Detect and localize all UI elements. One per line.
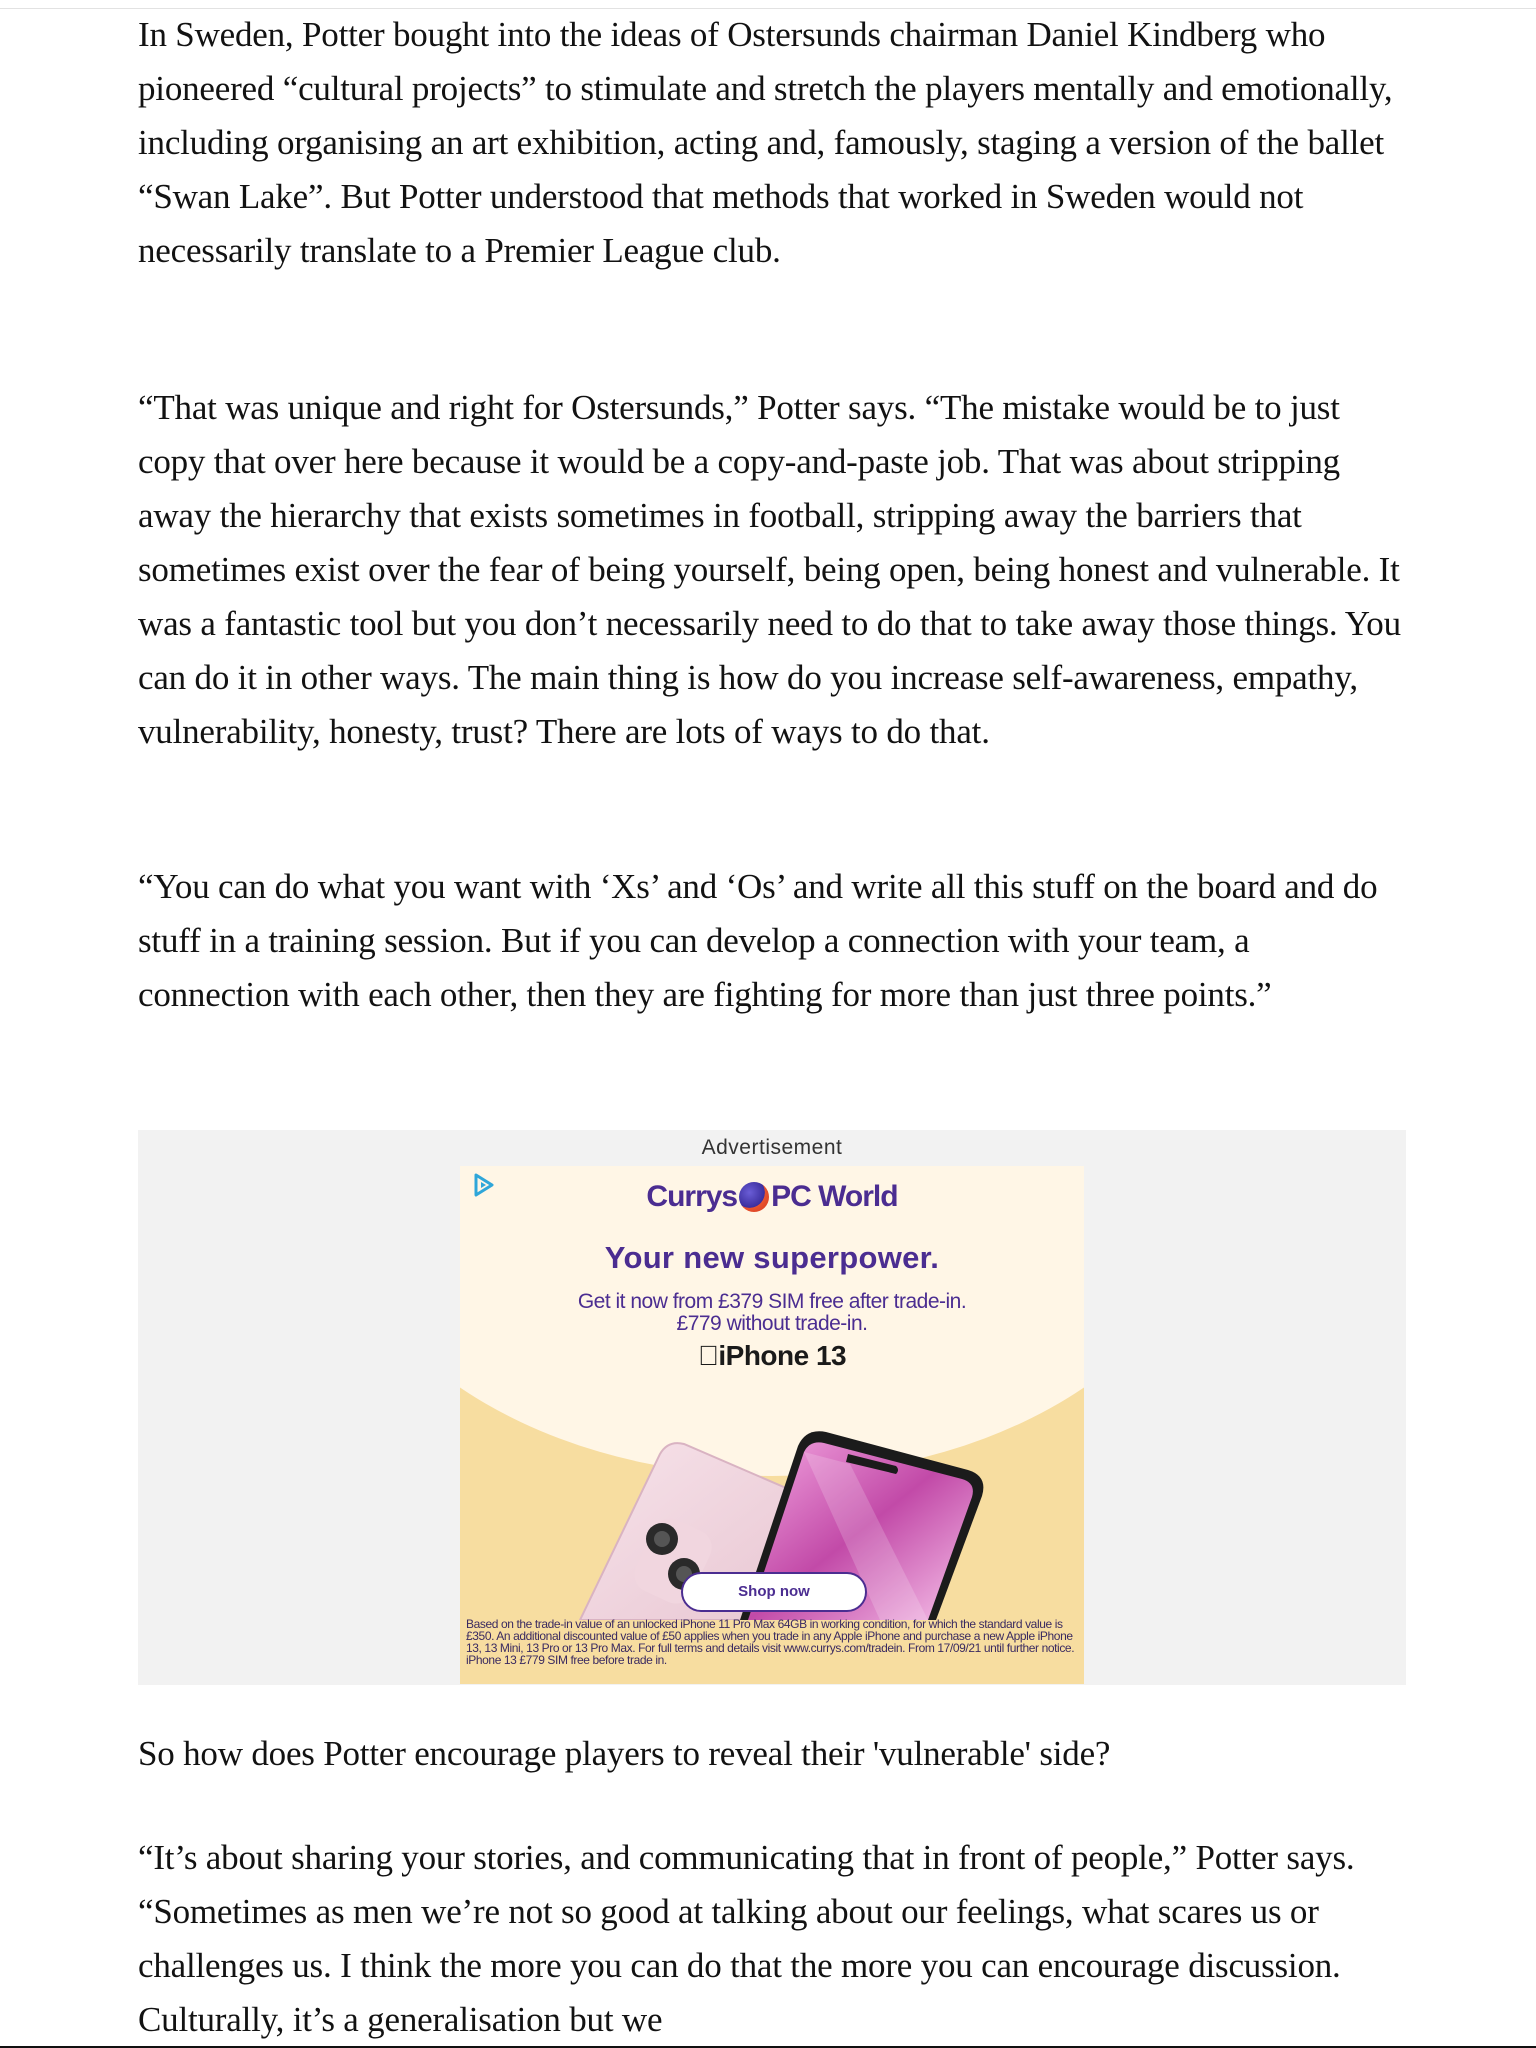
ad-headline: Your new superpower. bbox=[604, 1240, 940, 1275]
article-paragraph: In Sweden, Potter bought into the ideas of Ostersunds chairman Daniel Kindberg who pioneered “cultural projects” to stimulate and stretch the players mentally and emotionally, including organising an art exhibition, acting and, famously, staging a version of the ballet “Swan Lake”. But Potter understood that methods that worked in Sweden would not necessarily translate to a Premier League club. bbox=[138, 15, 1393, 270]
brand-ball-icon bbox=[739, 1182, 769, 1212]
ad-fine-print: Based on the trade-in value of an unlocked iPhone 11 Pro Max 64GB in working condition, for which the standard value is £350. An additional discounted value of £50 applies when you trade in any Apple iPhone and purchase a new Apple iPhone 13, 13 Mini, 13 Pro or 13 Pro Max. For full terms and details visit www.currys.com/tradein. From 17/09/21 until further notice. iPhone 13 £779 SIM free before trade in. bbox=[466, 1617, 1075, 1667]
article-paragraph: So how does Potter encourage players to reveal their 'vulnerable' side? bbox=[138, 1734, 1111, 1773]
brand-pcworld: PC World bbox=[771, 1180, 898, 1213]
advertisement-container bbox=[138, 1130, 1406, 1685]
ad-subline: £779 without trade-in. bbox=[676, 1312, 868, 1335]
article-paragraph: “That was unique and right for Ostersunds,” Potter says. “The mistake would be to just copy that over here because it would be a copy-and-paste job. That was about stripping away the hierarchy that exists sometimes in football, stripping away the barriers that sometimes exist over the fear of being yourself, being open, being honest and vulnerable. It was a fantastic tool but you don’t necessarily need to do that to take away those things. You can do it in other ways. The main thing is how do you increase self-awareness, empathy, vulnerability, honesty, trust? There are lots of ways to do that. bbox=[138, 388, 1401, 751]
ad-brand-logo bbox=[460, 1180, 1084, 1214]
shop-now-button[interactable]: Shop now bbox=[681, 1572, 867, 1612]
ad-banner[interactable] bbox=[460, 1166, 1084, 1684]
article-paragraph: “You can do what you want with ‘Xs’ and ‘Os’ and write all this stuff on the board and do stuff in a training session. But if you can develop a connection with your team, a connection with each other, then they are fighting for more than just three points.” bbox=[138, 867, 1378, 1014]
advertisement-label: Advertisement bbox=[701, 1136, 843, 1159]
ad-product-name bbox=[460, 1340, 1084, 1372]
product-label: iPhone 13 bbox=[708, 1340, 836, 1371]
article-paragraph: “It’s about sharing your stories, and communicating that in front of people,” Potter says. “Sometimes as men we’re not so good at talking about our feelings, what scares us or challenges us. I think the more you can do that the more you can encourage discussion. Culturally, it’s a generalisation but we bbox=[138, 1838, 1355, 2039]
ad-subline: Get it now from £379 SIM free after trade-in. bbox=[577, 1290, 967, 1313]
apple-icon bbox=[698, 1340, 719, 1371]
brand-currys: Currys bbox=[646, 1180, 738, 1213]
